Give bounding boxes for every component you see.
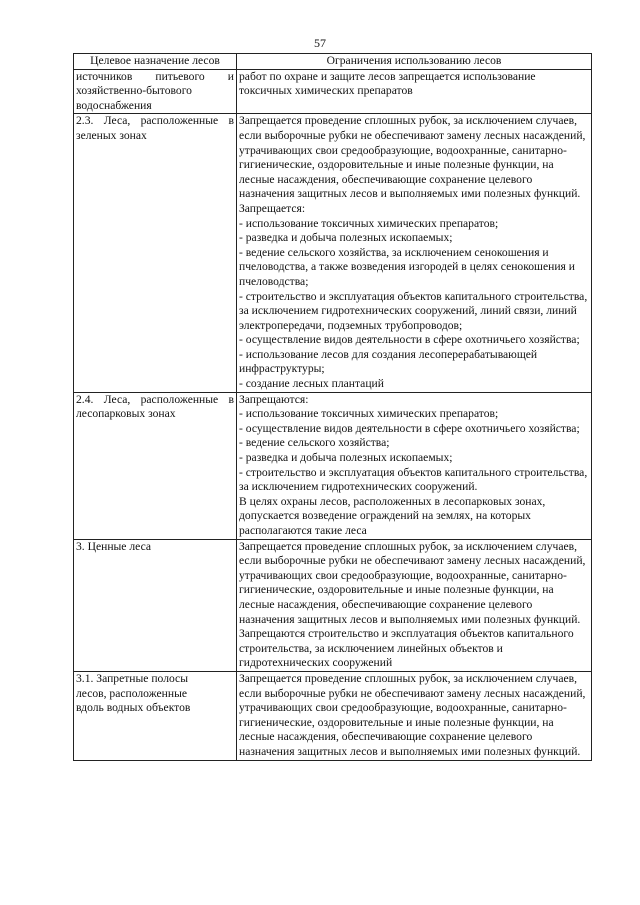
- restriction-paragraph: - строительство и эксплуатация объектов капитального строительства, за исключением гидротехнических сооружений, линий связи, линий электропередачи, подземных трубопроводов;: [239, 289, 588, 332]
- table-row: [74, 392, 592, 539]
- purpose-line: 3.1. Запретные полосы: [76, 671, 188, 685]
- purpose-cell: [74, 671, 237, 760]
- table-row: [74, 539, 592, 671]
- restrictions-cell: [237, 671, 592, 760]
- header-restrictions: Ограничения использованию лесов: [237, 54, 592, 70]
- restriction-paragraph: работ по охране и защите лесов запрещается использование токсичных химических препаратов: [239, 69, 536, 98]
- purpose-line: 2.3. Леса, расположенные в: [76, 114, 234, 128]
- table-header-row: [74, 54, 592, 70]
- restriction-paragraph: Запрещаются:: [239, 392, 309, 406]
- restriction-paragraph: - ведение сельского хозяйства;: [239, 436, 390, 450]
- restriction-paragraph: Запрещается проведение сплошных рубок, за исключением случаев, если выборочные рубки не обеспечивают замену лесных насаждений, утрачивающих свои средообразующие, водоохранные, санитарно-гигиенические, оздоровительные и иные полезные функции, на лесные насаждения, обеспечивающие сохранение целевого назначения защитных лесов и выполняемых ими полезных функций.: [239, 114, 586, 201]
- restrictions-cell: [237, 69, 592, 114]
- purpose-line: водоснабжения: [76, 98, 152, 112]
- purpose-line: 3. Ценные леса: [76, 539, 152, 553]
- restriction-paragraph: Запрещается проведение сплошных рубок, за исключением случаев, если выборочные рубки не обеспечивают замену лесных насаждений, утрачивающих свои средообразующие, водоохранные, санитарно-гигиенические, оздоровительные и иные полезные функции, на лесные насаждения, обеспечивающие сохранение целевого назначения защитных лесов и выполняемых ими полезных функций.: [239, 671, 586, 758]
- purpose-line: зеленых зонах: [76, 128, 147, 142]
- purpose-cell: [74, 114, 237, 392]
- restriction-paragraph: - осуществление видов деятельности в сфере охотничьего хозяйства;: [239, 333, 580, 347]
- purpose-line: 2.4. Леса, расположенные в: [76, 392, 234, 406]
- restriction-paragraph: В целях охраны лесов, расположенных в лесопарковых зонах, допускается возведение ограждений на землях, на которых располагаются такие леса: [239, 494, 546, 537]
- restriction-paragraph: Запрещается:: [239, 201, 306, 215]
- purpose-line: лесопарковых зонах: [76, 407, 176, 421]
- restriction-paragraph: - использование лесов для создания лесоперерабатывающей инфраструктуры;: [239, 347, 538, 376]
- restriction-paragraph: - разведка и добыча полезных ископаемых;: [239, 451, 453, 465]
- restriction-paragraph: - использование токсичных химических препаратов;: [239, 407, 499, 421]
- page-number: 57: [314, 36, 326, 50]
- restriction-paragraph: - использование токсичных химических препаратов;: [239, 216, 499, 230]
- purpose-cell: [74, 392, 237, 539]
- restrictions-cell: [237, 539, 592, 671]
- restriction-paragraph: Запрещаются строительство и эксплуатация объектов капитального строительства, за исключением линейных объектов и гидротехнических сооружений: [239, 627, 574, 670]
- purpose-line: вдоль водных объектов: [76, 701, 191, 715]
- table-row: [74, 114, 592, 392]
- restriction-paragraph: - создание лесных плантаций: [239, 377, 384, 391]
- purpose-cell: [74, 539, 237, 671]
- purpose-line: источников питьевого и: [76, 69, 234, 83]
- restriction-paragraph: Запрещается проведение сплошных рубок, за исключением случаев, если выборочные рубки не обеспечивают замену лесных насаждений, утрачивающих свои средообразующие, водоохранные, санитарно-гигиенические, оздоровительные и иные полезные функции, на лесные насаждения, обеспечивающие сохранение целевого назначения защитных лесов и выполняемых ими полезных функций.: [239, 539, 586, 626]
- purpose-line: хозяйственно-бытового: [76, 84, 192, 98]
- restriction-paragraph: - строительство и эксплуатация объектов капитального строительства, за исключением гидротехнических сооружений.: [239, 465, 588, 494]
- forest-restrictions-table: [73, 53, 592, 761]
- restriction-paragraph: - разведка и добыча полезных ископаемых;: [239, 231, 453, 245]
- restrictions-cell: [237, 392, 592, 539]
- restrictions-cell: [237, 114, 592, 392]
- purpose-cell: [74, 69, 237, 114]
- header-purpose: Целевое назначение лесов: [74, 54, 237, 70]
- purpose-line: лесов, расположенные: [76, 686, 188, 700]
- restriction-paragraph: - ведение сельского хозяйства, за исключением сенокошения и пчеловодства, а также возведения изгородей в целях сенокошения и пчеловодства;: [239, 245, 575, 288]
- table-row: [74, 671, 592, 760]
- table-row: [74, 69, 592, 114]
- restriction-paragraph: - осуществление видов деятельности в сфере охотничьего хозяйства;: [239, 421, 580, 435]
